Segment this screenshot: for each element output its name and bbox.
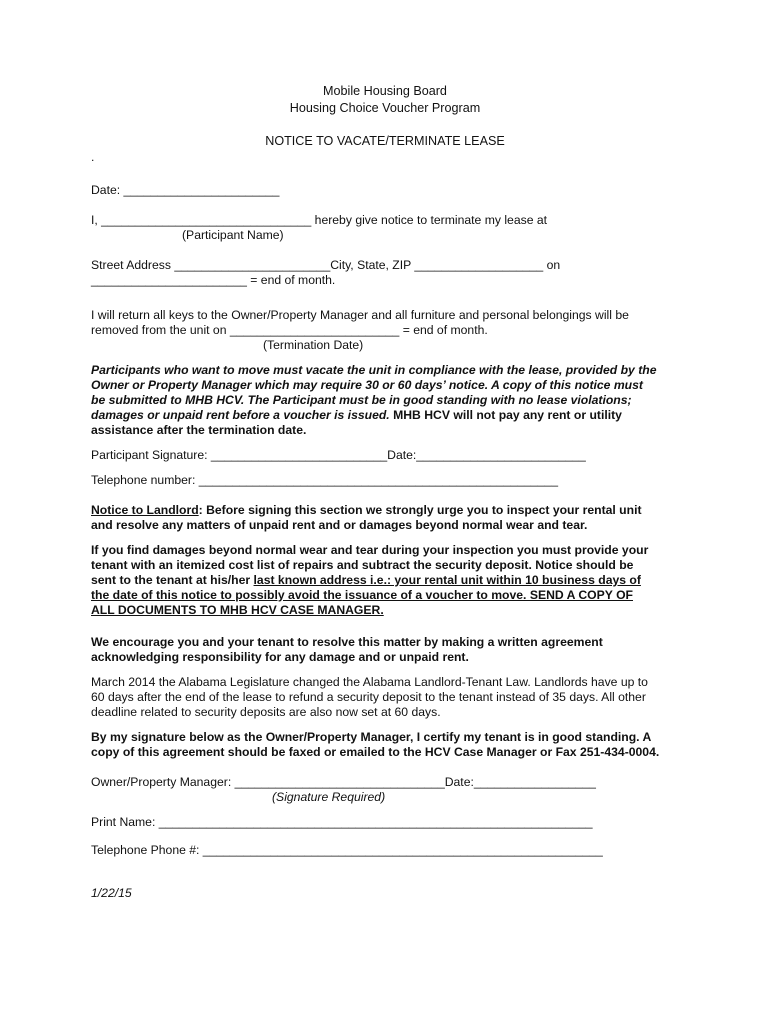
participants-notice-line-4 [91,408,622,423]
damages-line-1: If you find damages beyond normal wear and tear during your inspection you must provide your [91,543,649,557]
damages-line-3-underlined: last known address i.e.: your rental unit within 10 business days of [253,573,641,587]
certify-line-2: copy of this agreement should be faxed or emailed to the HCV Case Manager or Fax 251-434-0004. [91,745,660,759]
participant-name-line: I, _______________________________ hereby give notice to terminate my lease at [91,213,548,227]
program-name: Housing Choice Voucher Program [289,101,481,115]
participants-notice-line-1: Participants who want to move must vacate the unit in compliance with the lease, provided by the [91,363,657,377]
org-name: Mobile Housing Board [323,84,447,98]
encourage-line-1: We encourage you and your tenant to resolve this matter by making a written agreement [91,635,603,649]
keys-return-line-2: removed from the unit on _________________________ = end of month. [91,323,488,337]
participants-notice-line-4-italic: damages or unpaid rent before a voucher is issued. [91,408,390,422]
telephone-phone-field: Telephone Phone #: ___________________________________________________________ [91,843,603,857]
participant-name-caption: (Participant Name) [182,228,284,242]
damages-line-2: tenant with an itemized cost list of repairs and subtract the security deposit. Notice should be [91,558,634,572]
landlord-notice-heading: Notice to Landlord [91,503,199,517]
stray-dot: . [91,150,95,164]
keys-return-line-1: I will return all keys to the Owner/Property Manager and all furniture and personal belongings will be [91,308,629,322]
participants-notice-line-2: Owner or Property Manager which may require 30 or 60 days’ notice. A copy of this notice must [91,378,643,392]
damages-line-3 [91,573,641,588]
signature-required-caption: (Signature Required) [272,790,386,804]
landlord-notice-line-1 [91,503,642,518]
termination-date-caption: (Termination Date) [263,338,364,352]
certify-line-1: By my signature below as the Owner/Property Manager, I certify my tenant is in good standing. A [91,730,652,744]
participants-notice-line-5: assistance after the termination date. [91,423,307,437]
date-field: Date: _______________________ [91,183,280,197]
damages-line-3-start: sent to the tenant at his/her [91,573,254,587]
street-address-line: Street Address _______________________City, State, ZIP ___________________ on [91,258,561,272]
landlord-notice-line-1-rest: : Before signing this section we strongly urge you to inspect your rental unit [198,503,642,517]
law-line-1: March 2014 the Alabama Legislature changed the Alabama Landlord-Tenant Law. Landlords have up to [91,675,648,689]
landlord-notice-line-2: and resolve any matters of unpaid rent and or damages beyond normal wear and tear. [91,518,588,532]
law-line-3: deadline related to security deposits are also now set at 60 days. [91,705,441,719]
end-of-month-line: _______________________ = end of month. [91,273,336,287]
law-line-2: 60 days after the end of the lease to refund a security deposit to the tenant instead of 35 days. All other [91,690,646,704]
revision-date: 1/22/15 [91,886,132,900]
participants-notice-line-3: be submitted to MHB HCV. The Participant must be in good standing with no lease violations; [91,393,632,407]
participants-notice-line-4-bold: MHB HCV will not pay any rent or utility [389,408,622,422]
damages-line-5: ALL DOCUMENTS TO MHB HCV CASE MANAGER. [91,603,384,617]
print-name-field: Print Name: ________________________________________________________________ [91,815,593,829]
participant-signature-field: Participant Signature: __________________________Date:_________________________ [91,448,586,462]
encourage-line-2: acknowledging responsibility for any damage and or unpaid rent. [91,650,469,664]
owner-signature-field: Owner/Property Manager: _______________________________Date:__________________ [91,775,596,789]
damages-line-4: the date of this notice to possibly avoid the issuance of a voucher to move. SEND A COPY OF [91,588,633,602]
document-title: NOTICE TO VACATE/TERMINATE LEASE [265,134,505,148]
telephone-number-field: Telephone number: _____________________________________________________ [91,473,558,487]
